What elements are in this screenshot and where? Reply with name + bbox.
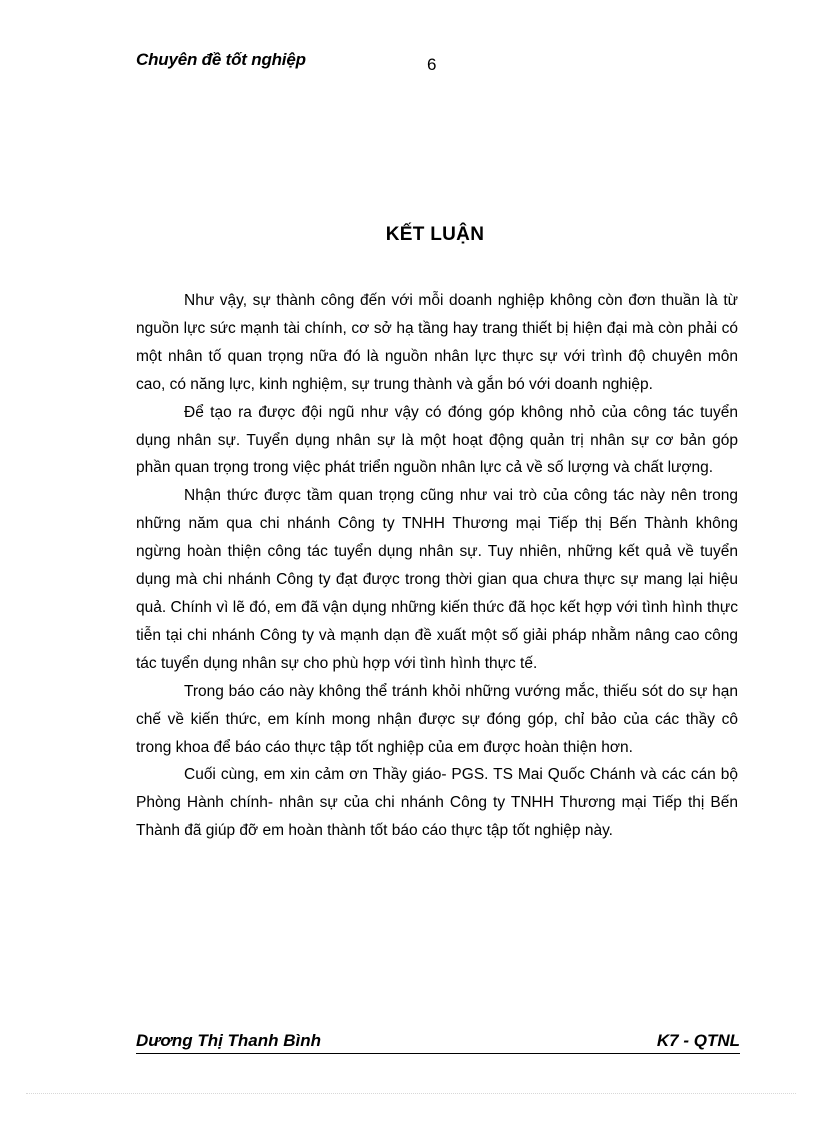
page-number: 6: [427, 55, 437, 74]
header-title: Chuyên đề tốt nghiệp: [136, 50, 306, 69]
paragraph-5: Cuối cùng, em xin cảm ơn Thầy giáo- PGS. TS Mai Quốc Chánh và các cán bộ Phòng Hành chính- nhân sự của chi nhánh Công ty TNHH Thương mại Tiếp thị Bến Thành đã giúp đỡ em hoàn thành tốt báo cáo thực tập tốt nghiệp này.: [136, 766, 738, 840]
footer-author: Dương Thị Thanh Bình: [136, 1031, 322, 1050]
paragraph-1: Như vậy, sự thành công đến với mỗi doanh nghiệp không còn đơn thuần là từ nguồn lực sức mạnh tài chính, cơ sở hạ tầng hay trang thiết bị hiện đại mà còn phải có một nhân tố quan trọng nữa đó là nguồn nhân lực thực sự với trình độ chuyên môn cao, có năng lực, kinh nghiệm, sự trung thành và gắn bó với doanh nghiệp.: [136, 292, 738, 393]
document-body: [136, 287, 738, 845]
paragraph-2: Để tạo ra được đội ngũ như vậy có đóng góp không nhỏ của công tác tuyển dụng nhân sự. Tuyển dụng nhân sự là một hoạt động quản trị nhân sự cơ bản góp phần quan trọng trong việc phát triển nguồn nhân lực cả về số lượng và chất lượng.: [136, 403, 738, 477]
paragraph-3: Nhận thức được tầm quan trọng cũng như vai trò của công tác này nên trong những năm qua chi nhánh Công ty TNHH Thương mại Tiếp thị Bến Thành không ngừng hoàn thiện công tác tuyển dụng nhân sự. Tuy nhiên, những kết quả về tuyển dụng mà chi nhánh Công ty đạt được trong thời gian qua chưa thực sự mang lại hiệu quả. Chính vì lẽ đó, em đã vận dụng những kiến thức đã học kết hợp với tình hình thực tiễn tại chi nhánh Công ty và mạnh dạn đề xuất một số giải pháp nhằm nâng cao công tác tuyển dụng nhân sự cho phù hợp với tình hình thực tế.: [136, 487, 738, 672]
page-footer: [136, 1031, 740, 1054]
footer-class-code: K7 - QTNL: [656, 1031, 740, 1050]
paragraph-4: Trong báo cáo này không thể tránh khỏi những vướng mắc, thiếu sót do sự hạn chế về kiến thức, em kính mong nhận được sự đóng góp, chỉ bảo của các thầy cô trong khoa để báo cáo thực tập tốt nghiệp của em được hoàn thiện hơn.: [136, 682, 738, 756]
document-heading: KẾT LUẬN: [385, 224, 485, 245]
page-bottom-edge: [26, 1093, 796, 1094]
